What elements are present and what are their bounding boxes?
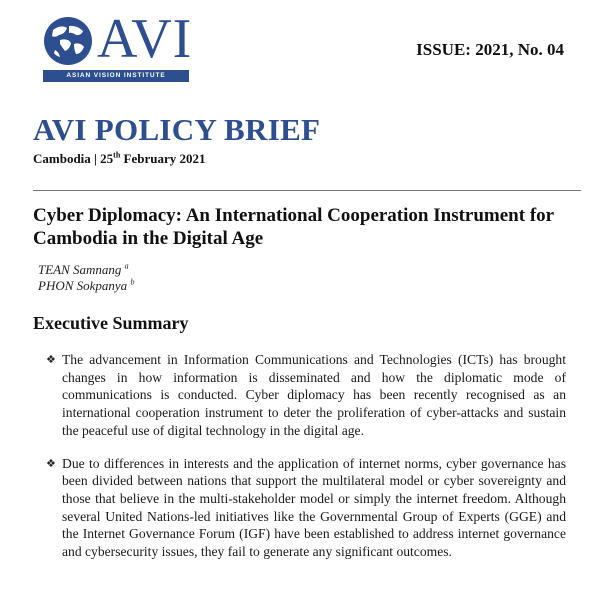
divider xyxy=(33,190,581,191)
author-affiliation: a xyxy=(124,261,129,271)
summary-bullet xyxy=(46,455,566,561)
bullet-text: Due to differences in interests and the application of internet norms, cyber governance has been divided between nations that support the multilateral model or cyber sovereignty and those that believe in the multi-stakeholder model or simply the internet freedom. Although several United Nations-led initiatives like the Governmental Group of Experts (GGE) and the Internet Governance Forum (IGF) have been established to address internet governance and cybersecurity issues, they fail to generate any significant outcomes. xyxy=(62,455,566,560)
author xyxy=(38,278,134,294)
bullet-text: The advancement in Information Communications and Technologies (ICTs) has brought changes in how information is disseminated and how the diplomatic mode of communications is conducted. Cyber diplomacy has been recently recognised as an international cooperation instrument to deter the proliferation of cyber-attacks and sustain the peaceful use of digital technology in the digital age. xyxy=(62,352,566,438)
author xyxy=(38,262,134,278)
logo-wordmark: AVI xyxy=(97,8,193,70)
paper-title: Cyber Diplomacy: An International Cooperation Instrument for Cambodia in the Digital Age xyxy=(33,205,554,249)
author-affiliation: b xyxy=(130,277,135,287)
executive-summary-heading: Executive Summary xyxy=(33,313,189,333)
author-list xyxy=(38,262,134,294)
avi-logo xyxy=(43,8,201,84)
author-name: PHON Sokpanya xyxy=(38,278,131,293)
dateline-day-suffix: th xyxy=(113,150,121,160)
logo-subtitle: ASIAN VISION INSTITUTE xyxy=(43,70,189,82)
dateline-location: Cambodia | 25 xyxy=(33,151,114,166)
summary-bullet xyxy=(46,351,566,440)
dateline-month-year: February 2021 xyxy=(120,151,206,166)
globe-icon xyxy=(43,16,93,66)
dateline xyxy=(33,151,206,167)
author-name: TEAN Samnang xyxy=(38,262,125,277)
diamond-bullet-icon: ❖ xyxy=(46,353,56,366)
issue-number: ISSUE: 2021, No. 04 xyxy=(416,40,564,59)
brief-title: AVI POLICY BRIEF xyxy=(33,112,321,147)
summary-list xyxy=(46,351,566,576)
diamond-bullet-icon: ❖ xyxy=(46,456,56,470)
